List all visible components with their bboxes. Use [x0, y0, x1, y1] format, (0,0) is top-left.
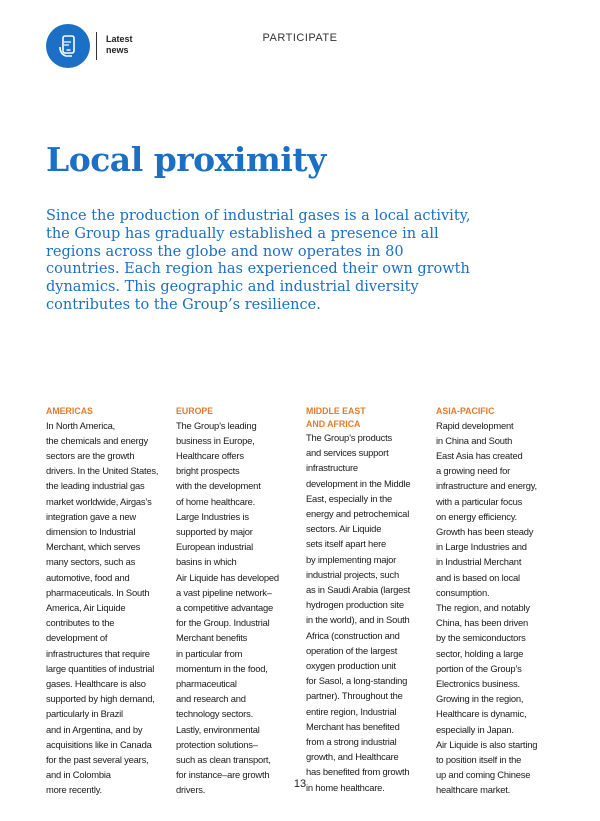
region-heading: EUROPE — [176, 406, 214, 416]
page-number: 13 — [293, 778, 307, 790]
region-heading: ASIA-PACIFIC — [436, 406, 495, 416]
region-text: The Group’s products and services support infrastructure development in the Middle East, especially in the energy and petrochemical sectors. Air Liquide sets itself apart here by implementing major industrial projects, such as in Saudi Arabia (largest hydrogen production site in the world), and in South Africa (construction and operation of the largest oxygen production unit for Sasol, a long-standing partner). Throughout the entire region, Industrial Merchant has benefited from a strong industrial growth, and Healthcare has benefited from growth in home healthcare. — [306, 432, 411, 793]
intro-paragraph: Since the production of industrial gases is a local activity, the Group has gradually established a presence in all regions across the globe and now operates in 80 countries. Each region has experienced their own growth dynamics. This geographic and industrial diversity contributes to the Group’s resilience. — [46, 208, 471, 313]
region-text: In North America, the chemicals and energy sectors are the growth drivers. In the United States, the leading industrial gas market worldwide, Airgas’s integration gave a new dimension to Industrial Merchant, which serves many sectors, such as automotive, food and pharmaceuticals. In South America, Air Liquide contributes to the development of infrastructures that require large quantities of industrial gases. Healthcare is also supported by high demand, particularly in Brazil and in Argentina, and by acquisitions like in Canada for the past several years, and in Colombia more recently. — [46, 419, 159, 796]
region-text: The Group’s leading business in Europe, Healthcare offers bright prospects with the development of home healthcare. Large Industries is supported by major European industrial basins in which Air Liquide has developed a vast pipeline network– a competitive advantage for the Group. Industrial Merchant benefits in particular from momentum in the food, pharmaceutical and research and technology sectors. Lastly, environmental protection solutions– such as clean transport, for instance–are growth drivers. — [176, 419, 279, 796]
brand-line-2: news — [106, 45, 129, 55]
region-column-americas — [46, 405, 171, 798]
region-heading: AMERICAS — [46, 406, 93, 416]
region-column-europe — [176, 405, 301, 798]
section-label: PARTICIPATE — [262, 32, 338, 44]
region-text: Rapid development in China and South East Asia has created a growing need for infrastructure and energy, with a particular focus on energy efficiency. Growth has been steady in Large Industries and in Industrial Merchant and is based on local consumption. The region, and notably China, has been driven by the semiconductors sector, holding a large portion of the Group’s Electronics business. Growing in the region, Healthcare is dynamic, especially in Japan. Air Liquide is also starting to position itself in the up and coming Chinese healthcare market. — [436, 419, 538, 796]
logo-badge — [46, 24, 90, 68]
brand-line-1: Latest — [106, 34, 133, 44]
page-title: Local proximity — [46, 140, 326, 179]
region-column-middle-east-africa — [306, 405, 431, 795]
region-column-asia-pacific — [436, 405, 561, 798]
region-heading: MIDDLE EAST AND AFRICA — [306, 406, 366, 429]
